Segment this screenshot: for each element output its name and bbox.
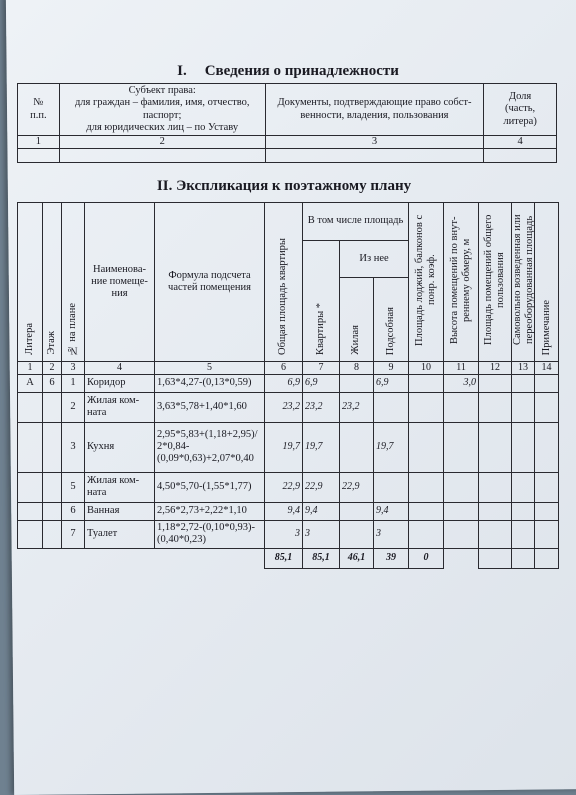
hdr-note-text: Примечание [540, 299, 552, 355]
cell-name: Жилая ком- ната [85, 392, 155, 422]
cell-total: 6,9 [265, 374, 303, 392]
total-note [535, 548, 559, 568]
section1-roman: I. [177, 63, 187, 79]
hdr-total-area-text: Общая площадь квартиры [277, 238, 289, 355]
cell-floor [43, 392, 62, 422]
own-colnum: 2 [59, 136, 265, 149]
cell-total: 22,9 [265, 472, 303, 502]
cell-loggia [409, 374, 444, 392]
cell-loggia [409, 422, 444, 472]
totals-row [18, 548, 559, 568]
hdr-unauthorized [512, 203, 535, 362]
totals-spacer [155, 548, 265, 568]
cell-utility: 3 [374, 520, 409, 548]
cell-height [444, 520, 479, 548]
cell-common [479, 520, 512, 548]
cell-floor [43, 472, 62, 502]
hdr-utility [374, 278, 409, 362]
total-loggia: 0 [409, 548, 444, 568]
col-num: 3 [62, 362, 85, 375]
col-num: 14 [535, 362, 559, 375]
cell-height: 3,0 [444, 374, 479, 392]
hdr-height-text: Высота помещений по внут- реннему обмеру, м [448, 216, 473, 344]
cell-name: Кухня [85, 422, 155, 472]
cell-litera: А [18, 374, 43, 392]
hdr-utility-text: Подсобная [384, 306, 396, 355]
cell-unauth [512, 472, 535, 502]
hdr-incl-area: В том числе площадь [303, 203, 409, 241]
cell-floor [43, 502, 62, 520]
cell-apt: 9,4 [303, 502, 340, 520]
hdr-common [479, 203, 512, 362]
col-num: 4 [85, 362, 155, 375]
cell-floor: 6 [43, 374, 62, 392]
cell-formula: 2,95*5,83+(1,18+2,95)/ 2*0,84- (0,09*0,63)+2,07*0,40 [155, 422, 265, 472]
hdr-floor-text: Этаж [45, 331, 57, 355]
own-header-documents: Документы, подтверждающие право собст- венности, владения, пользования [265, 84, 483, 136]
cell-living: 23,2 [340, 392, 374, 422]
cell-note [535, 520, 559, 548]
cell-height [444, 472, 479, 502]
cell-unauth [512, 520, 535, 548]
cell-living [340, 374, 374, 392]
total-area: 85,1 [265, 548, 303, 568]
own-header-subject: Субъект права: для граждан – фамилия, имя, отчество, паспорт; для юридических лиц – по Уставу [59, 84, 265, 136]
col-num: 10 [409, 362, 444, 375]
cell-common [479, 392, 512, 422]
cell-name: Ванная [85, 502, 155, 520]
totals-spacer [43, 548, 62, 568]
cell-name: Туалет [85, 520, 155, 548]
col-num: 5 [155, 362, 265, 375]
total-unauth [512, 548, 535, 568]
cell-note [535, 502, 559, 520]
hdr-formula: Формула подсчета частей помещения [155, 203, 265, 362]
cell-no: 5 [62, 472, 85, 502]
cell-living [340, 422, 374, 472]
own-colnum: 1 [18, 136, 60, 149]
hdr-of-which: Из нее [340, 241, 409, 278]
cell-common [479, 502, 512, 520]
cell-no: 3 [62, 422, 85, 472]
table-row [18, 392, 559, 422]
cell-total: 3 [265, 520, 303, 548]
hdr-apartment-text [315, 303, 327, 355]
hdr-loggia [409, 203, 444, 362]
cell-unauth [512, 374, 535, 392]
cell-height [444, 392, 479, 422]
col-num: 9 [374, 362, 409, 375]
cell-loggia [409, 472, 444, 502]
hdr-litera [18, 203, 43, 362]
own-cell [18, 149, 60, 163]
section1-title [0, 63, 576, 80]
cell-apt: 19,7 [303, 422, 340, 472]
totals-spacer [85, 548, 155, 568]
hdr-living [340, 278, 374, 362]
col-num: 2 [43, 362, 62, 375]
hdr-living-text: Жилая [350, 325, 362, 355]
cell-height [444, 422, 479, 472]
cell-loggia [409, 392, 444, 422]
table-row [18, 472, 559, 502]
table-row [18, 422, 559, 472]
total-common [479, 548, 512, 568]
totals-spacer [18, 548, 43, 568]
cell-common [479, 422, 512, 472]
hdr-name: Наименова- ние помеще- ния [85, 203, 155, 362]
cell-apt: 23,2 [303, 392, 340, 422]
cell-note [535, 392, 559, 422]
cell-litera [18, 422, 43, 472]
totals-spacer [444, 548, 479, 568]
cell-litera [18, 520, 43, 548]
hdr-total-area [265, 203, 303, 362]
totals-spacer [62, 548, 85, 568]
explication-table [17, 202, 559, 569]
cell-total: 23,2 [265, 392, 303, 422]
cell-apt: 22,9 [303, 472, 340, 502]
cell-name: Коридор [85, 374, 155, 392]
col-num: 13 [512, 362, 535, 375]
cell-utility [374, 392, 409, 422]
cell-no: 6 [62, 502, 85, 520]
table-row [18, 502, 559, 520]
cell-total: 19,7 [265, 422, 303, 472]
own-colnum: 3 [265, 136, 483, 149]
table-row [18, 520, 559, 548]
col-num: 1 [18, 362, 43, 375]
cell-formula: 1,18*2,72-(0,10*0,93)- (0,40*0,23) [155, 520, 265, 548]
cell-apt: 6,9 [303, 374, 340, 392]
own-cell [59, 149, 265, 163]
own-cell [265, 149, 483, 163]
cell-total: 9,4 [265, 502, 303, 520]
own-colnum: 4 [484, 136, 557, 149]
total-living: 46,1 [340, 548, 374, 568]
cell-litera [18, 472, 43, 502]
ownership-table [17, 83, 557, 163]
cell-formula: 4,50*5,70-(1,55*1,77) [155, 472, 265, 502]
hdr-apartment-label: Квартиры [314, 310, 326, 355]
cell-height [444, 502, 479, 520]
cell-living: 22,9 [340, 472, 374, 502]
hdr-unauthorized-text: Самовольно возведенная или переоборудованная площадь [512, 214, 536, 346]
cell-unauth [512, 422, 535, 472]
cell-common [479, 472, 512, 502]
hdr-floor [43, 203, 62, 362]
hdr-note [535, 203, 559, 362]
cell-unauth [512, 392, 535, 422]
cell-utility: 6,9 [374, 374, 409, 392]
cell-no: 1 [62, 374, 85, 392]
cell-apt: 3 [303, 520, 340, 548]
own-cell [484, 149, 557, 163]
col-num: 12 [479, 362, 512, 375]
cell-note [535, 472, 559, 502]
cell-unauth [512, 502, 535, 520]
cell-name: Жилая ком- ната [85, 472, 155, 502]
hdr-litera-text: Литера [23, 323, 35, 355]
total-apt: 85,1 [303, 548, 340, 568]
col-num: 7 [303, 362, 340, 375]
hdr-plan-no [62, 203, 85, 362]
cell-loggia [409, 502, 444, 520]
own-header-share: Доля (часть, литера) [484, 84, 557, 136]
cell-common [479, 374, 512, 392]
cell-utility: 9,4 [374, 502, 409, 520]
cell-floor [43, 520, 62, 548]
total-utility: 39 [374, 548, 409, 568]
cell-note [535, 422, 559, 472]
cell-utility [374, 472, 409, 502]
cell-note [535, 374, 559, 392]
cell-loggia [409, 520, 444, 548]
table-row [18, 374, 559, 392]
cell-formula: 2,56*2,73+2,22*1,10 [155, 502, 265, 520]
col-num: 11 [444, 362, 479, 375]
hdr-common-text: Площадь помещений общего пользования [482, 214, 507, 346]
own-header-num: № п.п. [18, 84, 60, 136]
section1-title-text: Сведения о принадлежности [204, 63, 399, 79]
section2-title: II. Экспликация к поэтажному плану [156, 178, 412, 194]
cell-formula: 1,63*4,27-(0,13*0,59) [155, 374, 265, 392]
cell-living [340, 502, 374, 520]
cell-no: 7 [62, 520, 85, 548]
cell-no: 2 [62, 392, 85, 422]
cell-litera [18, 502, 43, 520]
hdr-plan-no-text: № на плане [66, 302, 78, 355]
hdr-loggia-text: Площадь лоджий, балконов с понр. коэф. [413, 214, 438, 346]
cell-floor [43, 422, 62, 472]
cell-utility: 19,7 [374, 422, 409, 472]
hdr-height [444, 203, 479, 362]
col-num: 8 [340, 362, 374, 375]
cell-litera [18, 392, 43, 422]
hdr-apartment [303, 241, 340, 362]
col-num: 6 [265, 362, 303, 375]
cell-formula: 3,63*5,78+1,40*1,60 [155, 392, 265, 422]
cell-living [340, 520, 374, 548]
hdr-apartment-asterisk: * [314, 303, 326, 309]
